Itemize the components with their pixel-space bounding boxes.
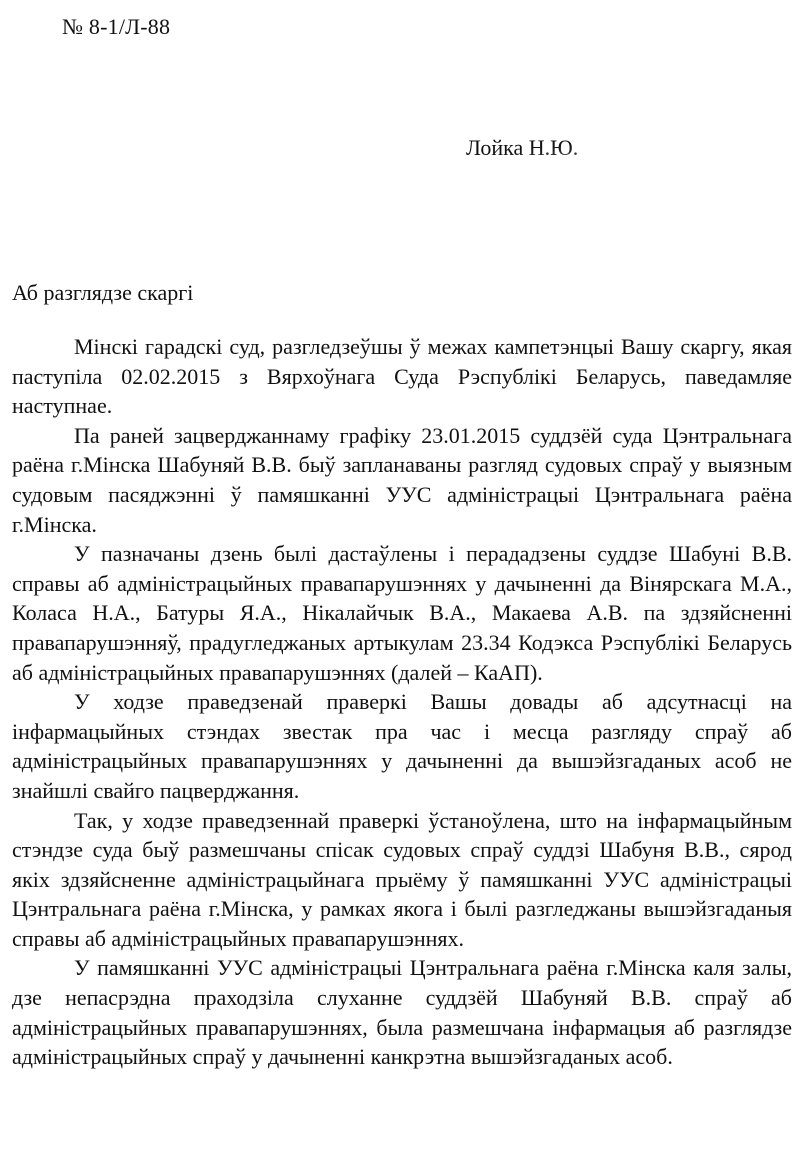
document-number: № 8-1/Л-88: [62, 14, 171, 39]
body-paragraph: У ходзе праведзенай праверкі Вашы довады аб адсутнасці на інфармацыйных стэндах звестак пра час і месца разгляду спраў аб адміністрацыйных правапарушэннях у дачыненні да вышэйзгаданых асоб не знайшлі свайго пацверджання.: [12, 689, 792, 803]
redacted-address: [455, 172, 717, 264]
body-paragraph: У памяшканні УУС адміністрацыі Цэнтральнага раёна г.Мінска каля залы, дзе непасрэдна праходзіла слуханне суддзёй Шабуняй В.В. спраў аб адміністрацыйных правапарушэннях, была размешчана інфармацыя аб разглядзе адміністрацыйных спраў у дачыненні канкрэтна вышэйзгаданых асоб.: [12, 955, 792, 1070]
body-paragraph: Мінскі гарадскі суд, разгледзеўшы ў межах кампетэнцыі Вашу скаргу, якая паступіла 02.02.2015 з Вярхоўнага Суда Рэспублікі Беларусь, паведамляе наступнае.: [12, 334, 792, 419]
letter-subject: Аб разглядзе скаргі: [12, 280, 194, 305]
addressee-name: Лойка Н.Ю.: [466, 135, 579, 160]
body-paragraph: Па раней зацверджаннаму графіку 23.01.2015 суддзёй суда Цэнтральнага раёна г.Мінска Шабуняй В.В. быў запланаваны разгляд судовых спраў у выязным судовым пасяджэнні ў памяшканні УУС адміністрацыі Цэнтральнага раёна г.Мінска.: [12, 422, 792, 537]
body-paragraph: У пазначаны дзень былі дастаўлены і перададзены суддзе Шабуні В.В. справы аб адміністрацыйных правапарушэннях у дачыненні да Вінярскага М.А., Коласа Н.А., Батуры Я.А., Нікалайчык В.А., Макаева А.В. па здзяйсненні правапарушэнняў, прадугледжаных артыкулам 23.34 Кодэкса Рэспублікі Беларусь аб адміністрацыйных правапарушэннях (далей – КаАП).: [12, 541, 792, 685]
body-paragraph: Так, у ходзе праведзеннай праверкі ўстаноўлена, што на інфармацыйным стэндзе суда быў размешчаны спісак судовых спраў суддзі Шабуня В.В., сярод якіх здзяйсненне адміністрацыйнага прыёму ў памяшканні УУС адміністрацыі Цэнтральнага раёна г.Мінска, у рамках якога і былі разгледжаны вышэйзгаданыя справы аб адміністрацыйных правапарушэннях.: [12, 807, 792, 951]
letter-body: [12, 332, 792, 1072]
